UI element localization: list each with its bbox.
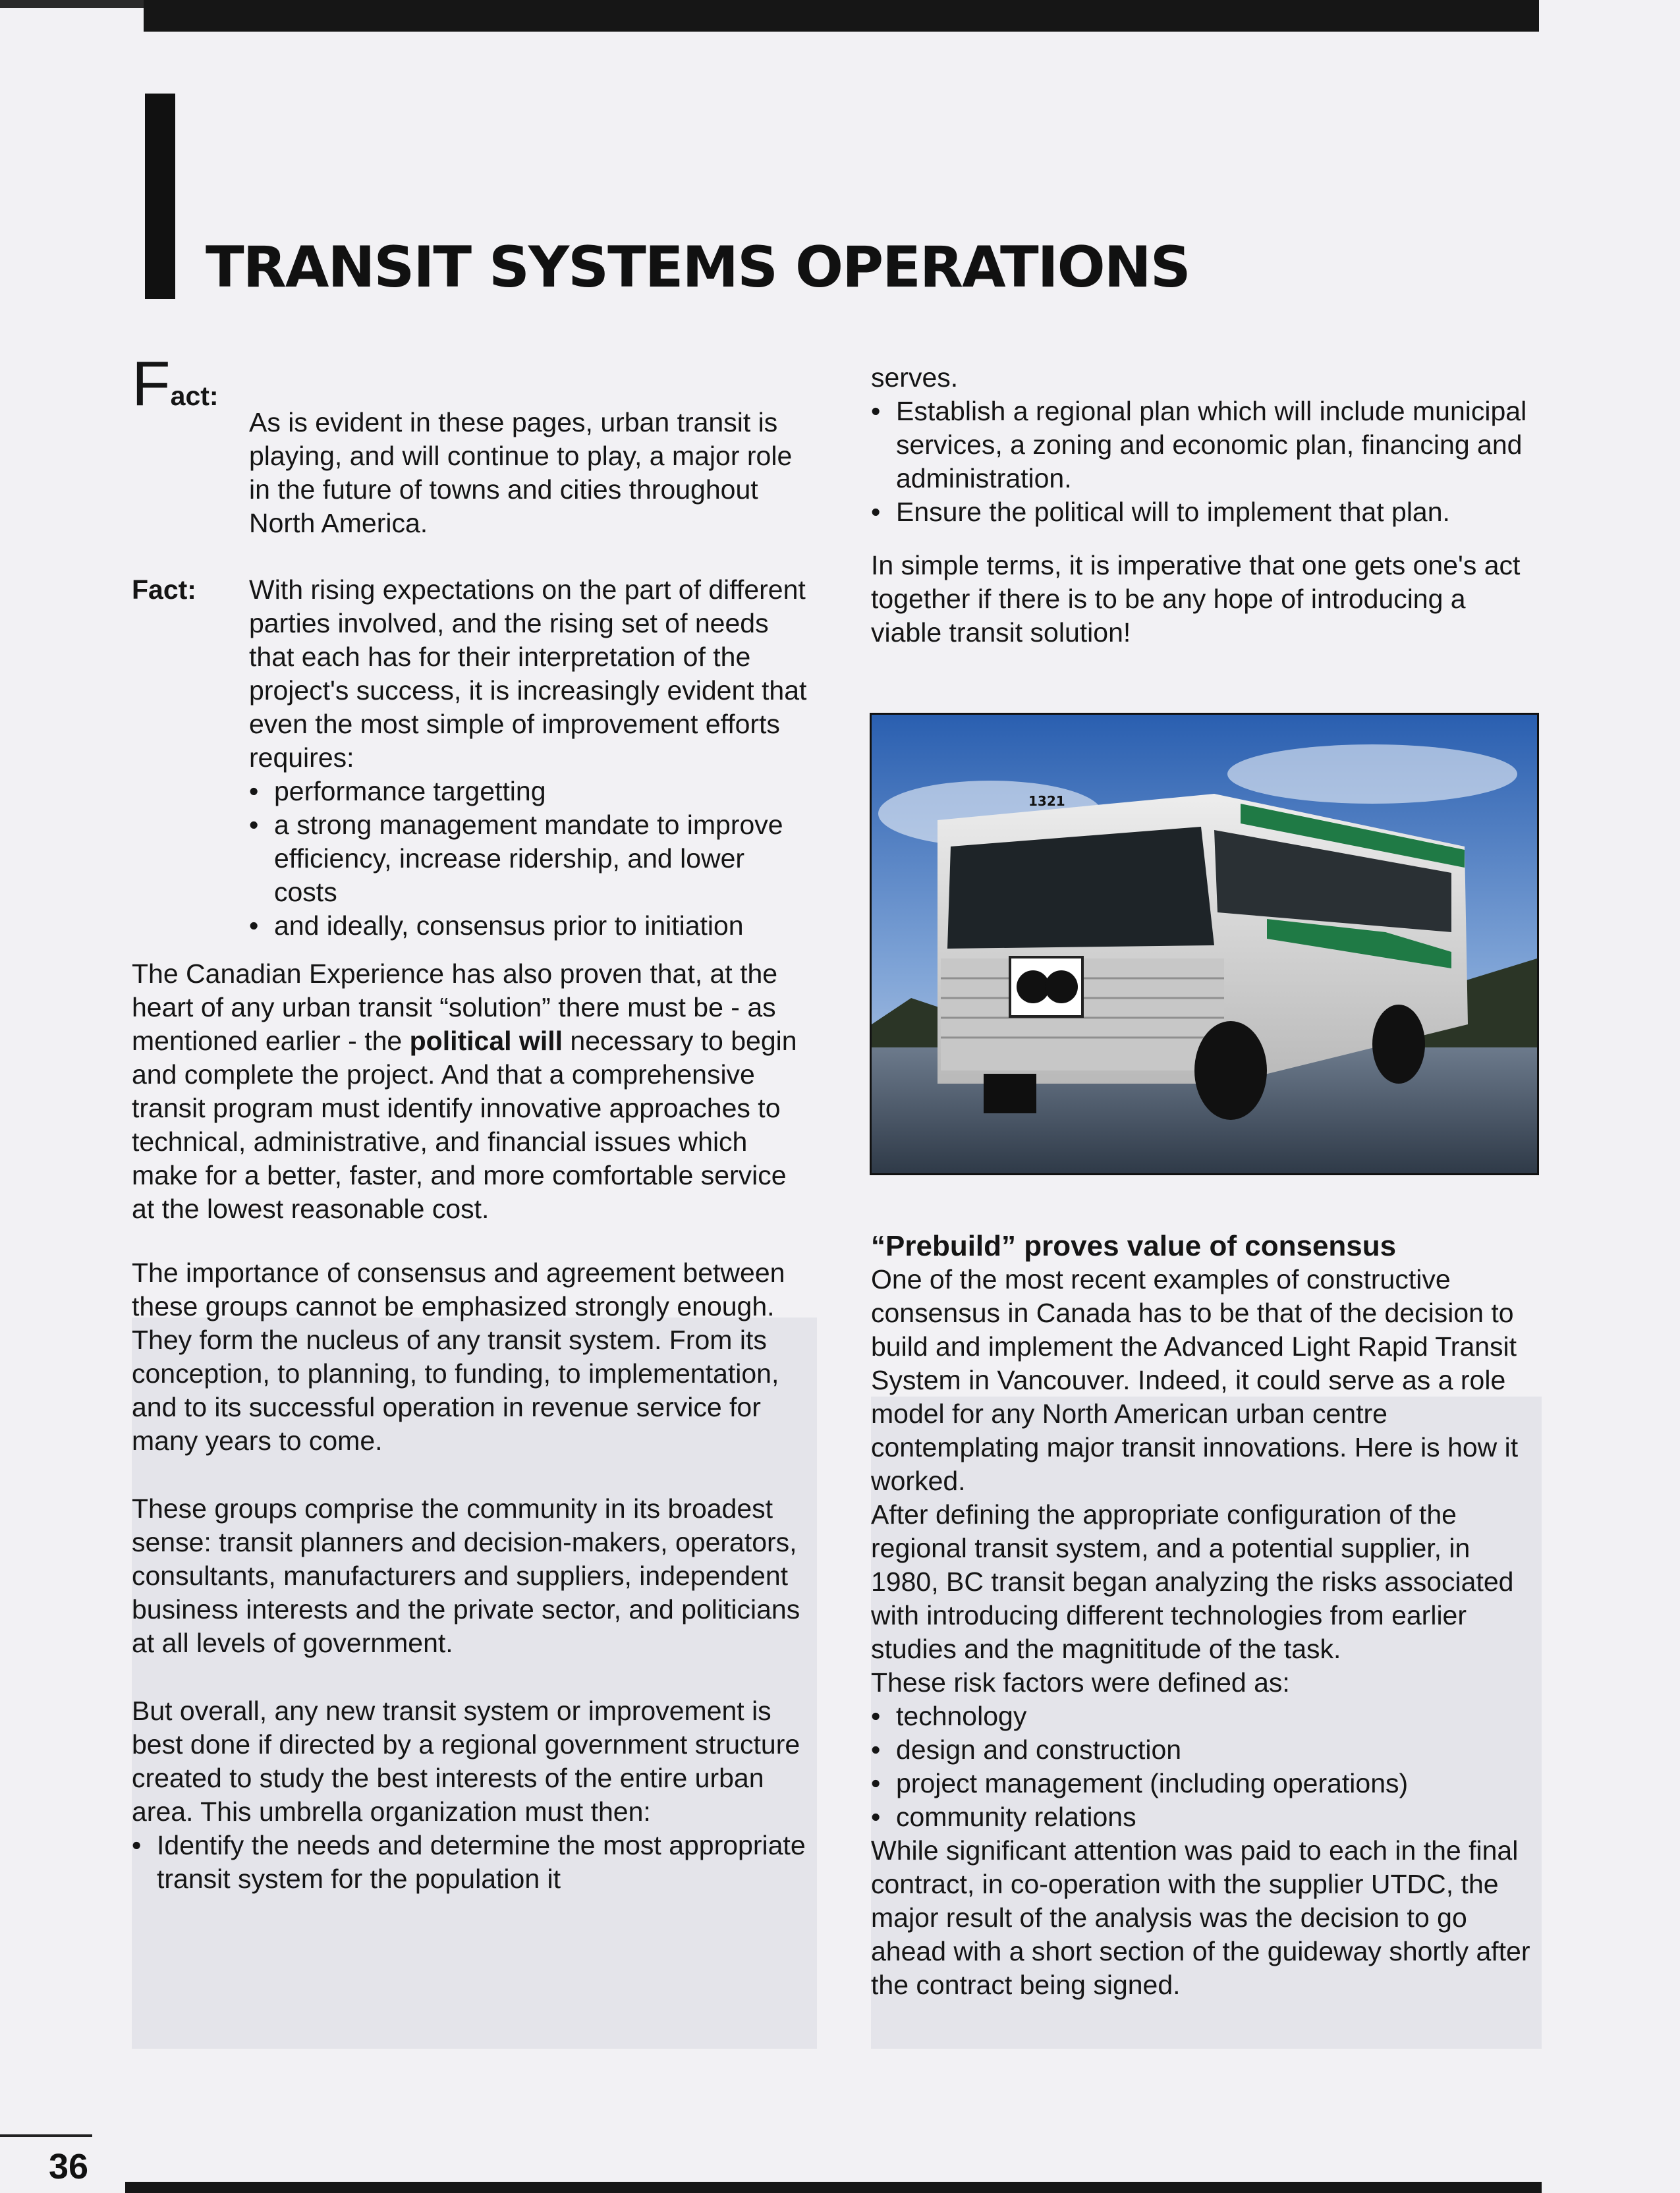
fact-2-label: Fact:: [132, 574, 196, 605]
list-item: • a strong management mandate to improve efficiency, increase ridership, and lower costs: [249, 808, 810, 909]
prebuild-paragraph-1: One of the most recent examples of constructive consensus in Canada has to be that of the decision to build and implement the Advanced Light Rapid Transit System in Vancouver. Indeed, it could serve as a role model for any North American urban centre contemplating major transit innovations. Here is how it worked.: [871, 1264, 1519, 1496]
risk-bullets: [871, 1700, 1542, 1834]
page-number-rule: [0, 2134, 92, 2137]
umbrella-paragraph: But overall, any new transit system or improvement is best done if directed by a regional government structure created to study the best interests of the entire urban area. This umbrella organization must then:: [132, 1696, 800, 1827]
political-will-bold: political will: [409, 1026, 563, 1056]
right-column-bottom: [871, 1229, 1542, 2002]
prebuild-paragraph-2: After defining the appropriate configuration of the regional transit system, and a potential supplier, in 1980, BC transit began analyzing the risks associated with introducing different technologies from earlier studies and the magnititude of the task.: [871, 1499, 1514, 1664]
bus: [938, 793, 1468, 1120]
continued-text: serves.: [871, 362, 959, 393]
list-item: • Identify the needs and determine the most appropriate transit system for the population it: [132, 1829, 810, 1896]
section-subhead: “Prebuild” proves value of consensus: [871, 1230, 1397, 1262]
list-item: • project management (including operations): [871, 1767, 1542, 1800]
list-item: • community relations: [871, 1800, 1542, 1834]
consensus-paragraph: The importance of consensus and agreement between these groups cannot be emphasized strongly enough. They form the nucleus of any transit system. From its conception, to planning, to funding, to implementation, and to its successful operation in revenue service for many years to come.: [132, 1258, 785, 1456]
bus-number-text: 1321: [1028, 793, 1065, 809]
list-item: • Establish a regional plan which will include municipal services, a zoning and economic plan, financing and administration.: [871, 395, 1542, 495]
top-edge-strip: [0, 0, 144, 8]
bottom-black-bar: [125, 2182, 1542, 2193]
summary-paragraph: In simple terms, it is imperative that one gets one's act together if there is to be any hope of introducing a viable transit solution!: [871, 550, 1521, 648]
fact-1-label: [132, 348, 249, 540]
left-column: [132, 348, 810, 1896]
top-black-bar: [144, 0, 1539, 32]
prebuild-paragraph-3: While significant attention was paid to each in the final contract, in co-operation with the supplier UTDC, the major result of the analysis was the decision to go ahead with a short section of the guideway shortly after the contract being signed.: [871, 1835, 1530, 2000]
chapter-rule: [145, 94, 175, 299]
fact-1-text: As is evident in these pages, urban transit is playing, and will continue to play, a major role in the future of towns and cities throughout North America.: [249, 407, 793, 538]
list-item: • design and construction: [871, 1733, 1542, 1767]
groups-paragraph: These groups comprise the community in its broadest sense: transit planners and decision-makers, operators, consultants, manufacturers and suppliers, independent business interests and the private sector, and politicians at all levels of government.: [132, 1493, 800, 1658]
list-item: • Ensure the political will to implement that plan.: [871, 495, 1542, 529]
drop-cap: F: [132, 348, 171, 419]
fact-2-text: With rising expectations on the part of different parties involved, and the rising set of needs that each has for their interpretation of the project's success, it is increasingly evident that even the most simple of improvement efforts requires:: [249, 574, 807, 773]
umbrella-bullets: [132, 1829, 810, 1896]
fact-1-label-rest: act:: [170, 381, 219, 411]
fact-1: [132, 348, 810, 540]
plan-bullets: [871, 395, 1542, 529]
fact-2-bullets: [249, 775, 810, 943]
risk-intro: These risk factors were defined as:: [871, 1667, 1290, 1698]
fact-2: [132, 573, 810, 943]
bus-photo: [870, 713, 1539, 1175]
list-item: • technology: [871, 1700, 1542, 1733]
list-item: • and ideally, consensus prior to initiation: [249, 909, 810, 943]
page-number: 36: [49, 2147, 89, 2186]
chapter-title: TRANSIT SYSTEMS OPERATIONS: [206, 235, 1190, 300]
right-column-top: [871, 361, 1542, 650]
list-item: • performance targetting: [249, 775, 810, 808]
political-will-paragraph: The Canadian Experience has also proven that, at the heart of any urban transit “solution” there must be - as mentioned earlier - the political will necessary to begin and complete the project. And that a comprehensive transit program must identify innovative approaches to technical, administrative, and financial issues which make for a better, faster, and more comfortable service at the lowest reasonable cost.: [132, 958, 797, 1224]
